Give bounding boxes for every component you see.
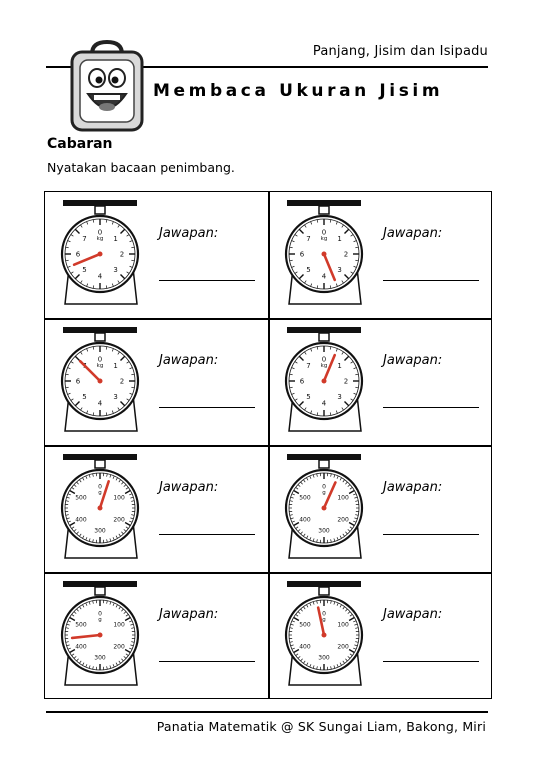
svg-text:kg: kg xyxy=(320,363,328,369)
svg-text:4: 4 xyxy=(321,272,327,281)
svg-text:300: 300 xyxy=(318,527,330,535)
svg-text:0: 0 xyxy=(321,228,327,237)
svg-text:300: 300 xyxy=(318,654,330,662)
footer-credit: Panatia Matematik @ SK Sungai Liam, Bakong, Miri xyxy=(156,719,486,734)
question-cell xyxy=(45,573,268,699)
answer-label: Jawapan: xyxy=(159,607,219,622)
svg-text:3: 3 xyxy=(337,393,342,402)
svg-text:200: 200 xyxy=(113,516,125,524)
svg-text:400: 400 xyxy=(75,516,87,524)
svg-text:2: 2 xyxy=(343,250,349,259)
svg-text:g: g xyxy=(98,617,102,623)
svg-text:0: 0 xyxy=(97,355,103,364)
svg-text:g: g xyxy=(322,617,326,623)
svg-text:kg: kg xyxy=(96,363,104,369)
svg-text:400: 400 xyxy=(75,643,87,651)
answer-blank[interactable] xyxy=(159,280,255,281)
svg-text:5: 5 xyxy=(82,266,87,275)
svg-text:0: 0 xyxy=(97,228,103,237)
svg-text:4: 4 xyxy=(321,399,327,408)
weighing-scale-icon xyxy=(55,325,161,439)
worksheet-title: Membaca Ukuran Jisim xyxy=(153,81,444,101)
svg-text:kg: kg xyxy=(96,236,104,242)
answer-blank[interactable] xyxy=(159,534,255,535)
svg-text:400: 400 xyxy=(299,643,311,651)
svg-text:1: 1 xyxy=(113,234,118,243)
answer-label: Jawapan: xyxy=(159,226,219,241)
question-cell xyxy=(269,192,492,318)
svg-text:500: 500 xyxy=(75,621,87,629)
svg-text:1: 1 xyxy=(337,361,342,370)
answer-blank[interactable] xyxy=(159,407,255,408)
svg-text:500: 500 xyxy=(299,621,311,629)
weighing-scale-icon xyxy=(279,198,385,312)
svg-text:2: 2 xyxy=(119,377,125,386)
svg-text:5: 5 xyxy=(306,266,311,275)
question-cell xyxy=(45,319,268,445)
answer-blank[interactable] xyxy=(383,280,479,281)
svg-text:0: 0 xyxy=(322,483,326,491)
svg-text:500: 500 xyxy=(75,494,87,502)
svg-text:100: 100 xyxy=(113,621,125,629)
answer-label: Jawapan: xyxy=(159,353,219,368)
svg-text:300: 300 xyxy=(94,654,106,662)
weighing-scale-icon xyxy=(279,325,385,439)
svg-text:g: g xyxy=(98,490,102,496)
subject-title: Panjang, Jisim dan Isipadu xyxy=(312,44,488,59)
svg-text:1: 1 xyxy=(113,361,118,370)
svg-text:5: 5 xyxy=(82,393,87,402)
question-cell xyxy=(45,446,268,572)
svg-text:200: 200 xyxy=(337,643,349,651)
svg-text:200: 200 xyxy=(337,516,349,524)
svg-text:5: 5 xyxy=(306,393,311,402)
answer-blank[interactable] xyxy=(159,661,255,662)
svg-text:3: 3 xyxy=(113,266,118,275)
answer-blank[interactable] xyxy=(383,534,479,535)
svg-text:7: 7 xyxy=(306,234,311,243)
svg-text:200: 200 xyxy=(113,643,125,651)
question-cell xyxy=(45,192,268,318)
answer-label: Jawapan: xyxy=(383,480,443,495)
svg-text:6: 6 xyxy=(75,250,81,259)
svg-text:0: 0 xyxy=(322,610,326,618)
question-cell xyxy=(269,319,492,445)
svg-text:0: 0 xyxy=(321,355,327,364)
weighing-scale-icon xyxy=(279,452,385,566)
svg-text:1: 1 xyxy=(337,234,342,243)
weighing-scale-icon xyxy=(279,579,385,693)
svg-text:100: 100 xyxy=(113,494,125,502)
answer-label: Jawapan: xyxy=(159,480,219,495)
svg-text:300: 300 xyxy=(94,527,106,535)
svg-text:0: 0 xyxy=(98,483,102,491)
svg-text:2: 2 xyxy=(343,377,349,386)
svg-text:2: 2 xyxy=(119,250,125,259)
svg-text:6: 6 xyxy=(299,250,305,259)
answer-blank[interactable] xyxy=(383,407,479,408)
question-cell xyxy=(269,573,492,699)
svg-text:7: 7 xyxy=(82,234,87,243)
svg-text:3: 3 xyxy=(113,393,118,402)
svg-text:kg: kg xyxy=(320,236,328,242)
section-heading: Cabaran xyxy=(47,136,113,152)
svg-text:6: 6 xyxy=(299,377,305,386)
svg-text:3: 3 xyxy=(337,266,342,275)
weighing-scale-icon xyxy=(55,579,161,693)
svg-text:6: 6 xyxy=(75,377,81,386)
instruction-text: Nyatakan bacaan penimbang. xyxy=(47,160,235,175)
svg-text:4: 4 xyxy=(97,399,103,408)
svg-text:400: 400 xyxy=(299,516,311,524)
answer-label: Jawapan: xyxy=(383,226,443,241)
svg-text:4: 4 xyxy=(97,272,103,281)
weighing-scale-icon xyxy=(55,198,161,312)
svg-text:0: 0 xyxy=(98,610,102,618)
answer-label: Jawapan: xyxy=(383,353,443,368)
svg-text:100: 100 xyxy=(337,494,349,502)
question-cell xyxy=(269,446,492,572)
answer-blank[interactable] xyxy=(383,661,479,662)
bottom-rule xyxy=(46,711,488,713)
svg-text:g: g xyxy=(322,490,326,496)
svg-text:500: 500 xyxy=(299,494,311,502)
answer-label: Jawapan: xyxy=(383,607,443,622)
svg-text:100: 100 xyxy=(337,621,349,629)
scale-mascot-icon xyxy=(68,38,146,134)
question-grid xyxy=(44,191,492,699)
weighing-scale-icon xyxy=(55,452,161,566)
svg-text:7: 7 xyxy=(306,361,311,370)
